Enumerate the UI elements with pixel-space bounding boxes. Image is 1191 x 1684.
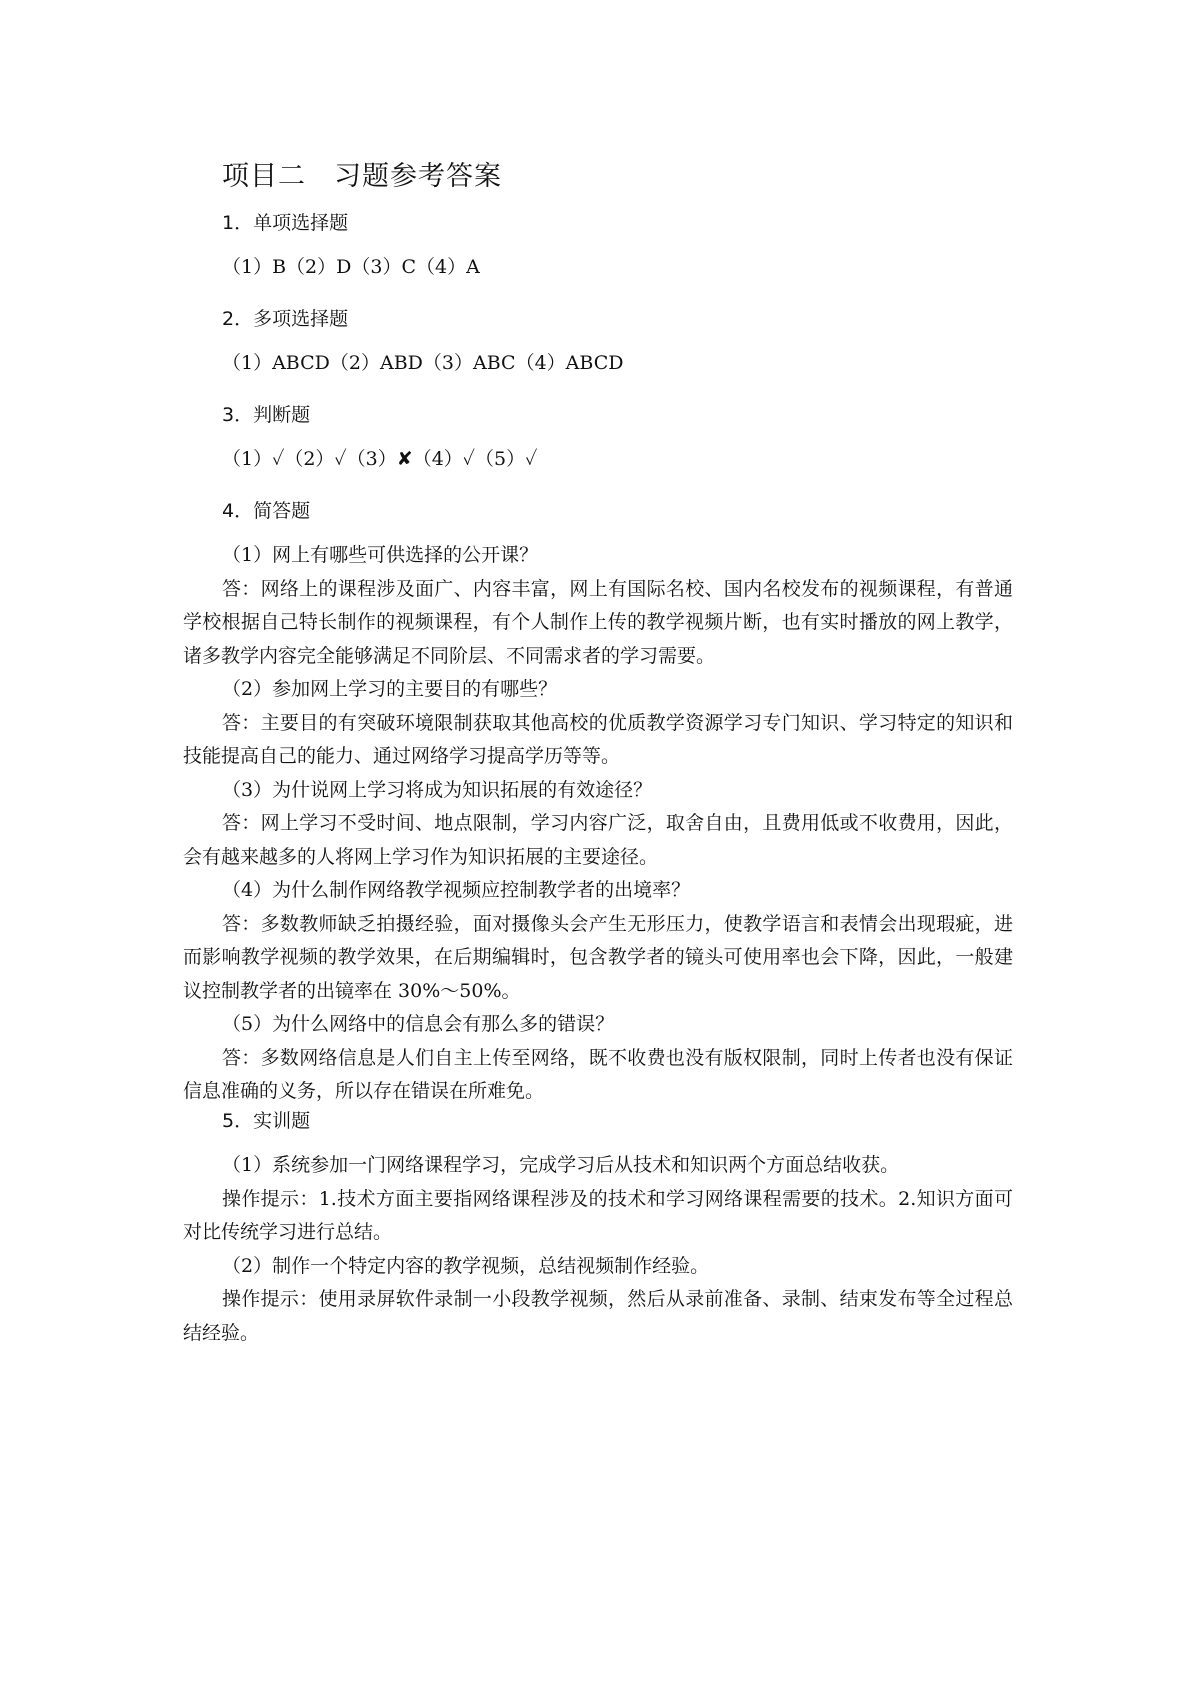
single-choice-answers: （1）B（2）D（3）C（4）A	[222, 256, 480, 278]
section-heading-true-false: 3．判断题	[222, 404, 311, 426]
practical-hint-1: 操作提示：1.技术方面主要指网络课程涉及的技术和学习网络课程需要的技术。2.知识方面可对比传统学习进行总结。	[183, 1187, 1013, 1243]
question-4: （4）为什么制作网络教学视频应控制教学者的出境率？	[222, 879, 691, 901]
question-3: （3）为什说网上学习将成为知识拓展的有效途径？	[222, 778, 653, 801]
question-1: （1）网上有哪些可供选择的公开课？	[222, 544, 539, 566]
question-2: （2）参加网上学习的主要目的有哪些？	[222, 678, 558, 700]
answer-4: 答：多数教师缺乏拍摄经验，面对摄像头会产生无形压力，使教学语言和表情会出现瑕疵，进而影响教学视频的教学效果，在后期编辑时，包含教学者的镜头可使用率也会下降，因此，一般建议控制教学者的出镜率在 30%～50%。	[183, 912, 1013, 1002]
section-heading-practical: 5．实训题	[222, 1110, 311, 1132]
section-heading-short-answer: 4．简答题	[222, 500, 311, 522]
page-title: 项目二 习题参考答案	[222, 161, 502, 192]
practical-task-2: （2）制作一个特定内容的教学视频，总结视频制作经验。	[222, 1254, 710, 1277]
answer-1: 答：网络上的课程涉及面广、内容丰富，网上有国际名校、国内名校发布的视频课程，有普通学校根据自己特长制作的视频课程，有个人制作上传的教学视频片断，也有实时播放的网上教学，诸多教学内容完全能够满足不同阶层、不同需求者的学习需要。	[183, 577, 1013, 667]
practical-body	[183, 1149, 1013, 1350]
answer-5: 答：多数网络信息是人们自主上传至网络，既不收费也没有版权限制，同时上传者也没有保证信息准确的义务，所以存在错误在所难免。	[183, 1046, 1013, 1102]
section-heading-single-choice: 1．单项选择题	[222, 212, 349, 234]
true-false-answers: （1）✓（2）✓（3）✘（4）✓（5）✓	[222, 448, 538, 470]
practical-task-1: （1）系统参加一门网络课程学习，完成学习后从技术和知识两个方面总结收获。	[222, 1154, 900, 1176]
answer-2: 答：主要目的有突破环境限制获取其他高校的优质教学资源学习专门知识、学习特定的知识和技能提高自己的能力、通过网络学习提高学历等等。	[183, 711, 1013, 767]
section-heading-multiple-choice: 2．多项选择题	[222, 308, 349, 330]
short-answer-body	[183, 539, 1013, 1109]
answer-3: 答：网上学习不受时间、地点限制，学习内容广泛，取舍自由，且费用低或不收费用，因此，会有越来越多的人将网上学习作为知识拓展的主要途径。	[183, 812, 1013, 868]
question-5: （5）为什么网络中的信息会有那么多的错误？	[222, 1013, 615, 1035]
multiple-choice-answers: （1）ABCD（2）ABD（3）ABC（4）ABCD	[222, 352, 624, 374]
practical-hint-2: 操作提示：使用录屏软件录制一小段教学视频，然后从录前准备、录制、结束发布等全过程总结经验。	[183, 1288, 1013, 1344]
